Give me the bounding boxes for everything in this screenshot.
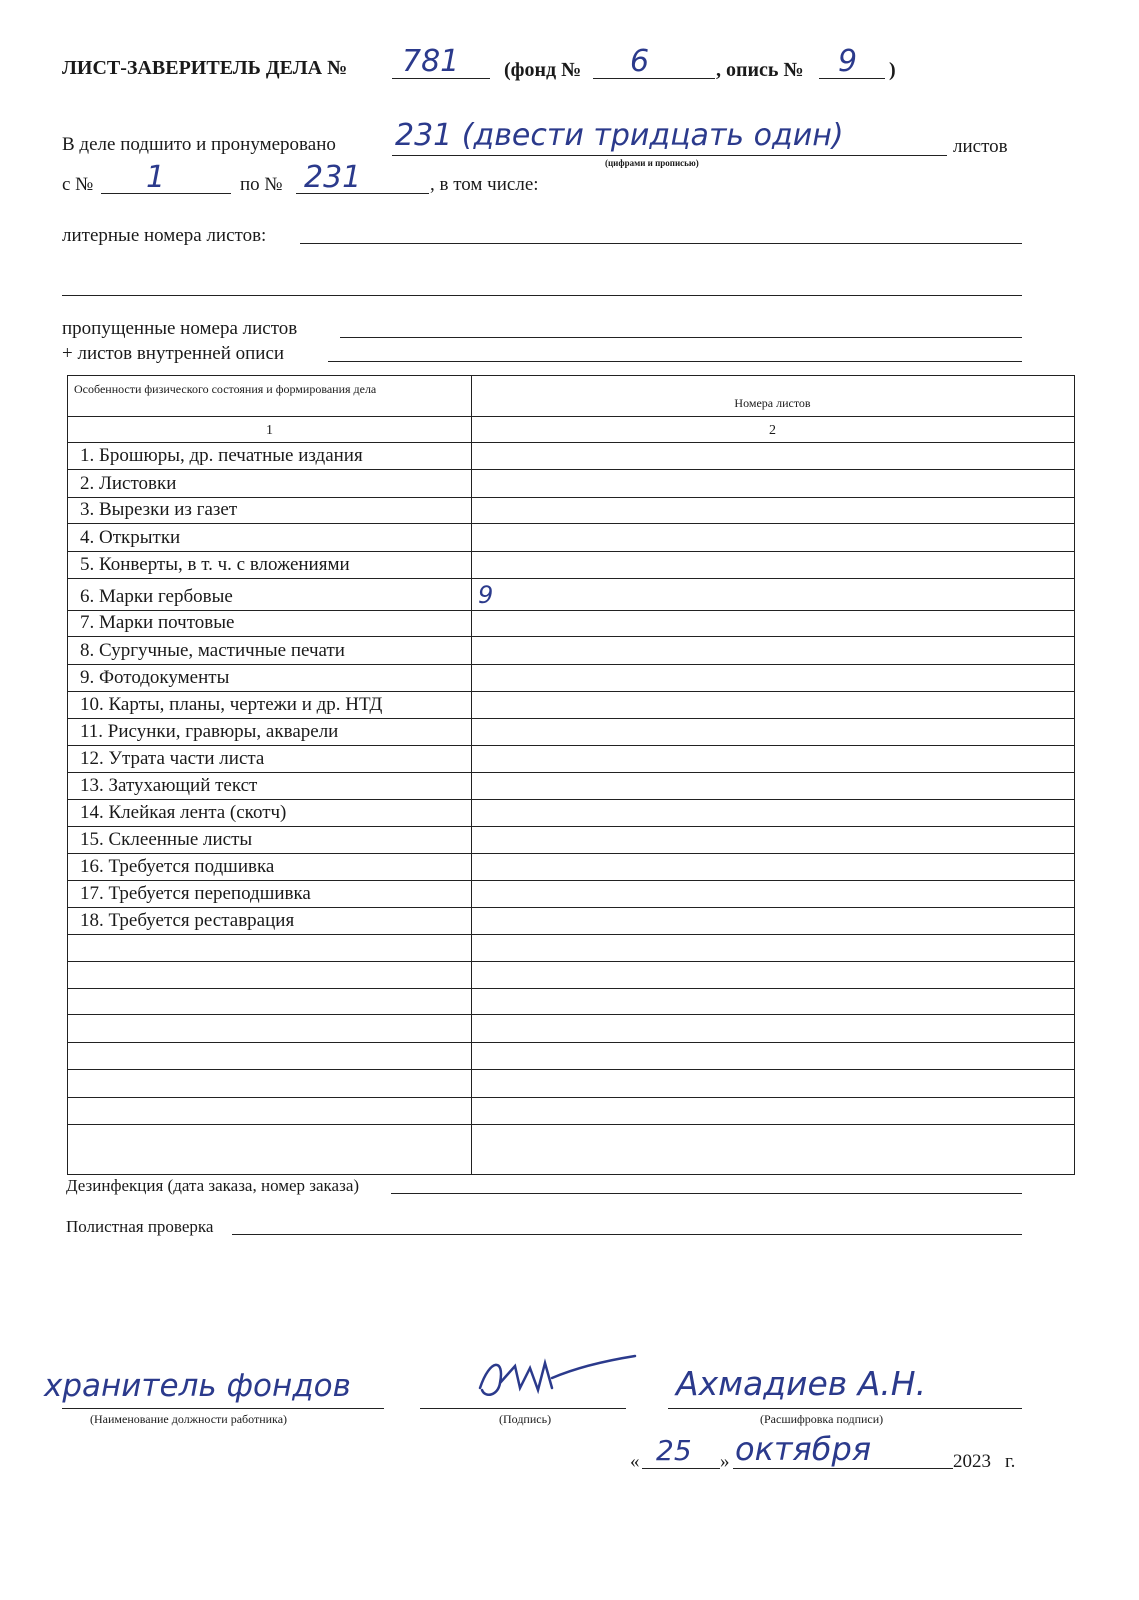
table-row-divider — [68, 691, 1074, 692]
date-year: 2023 — [953, 1451, 991, 1472]
table-row-label: 13. Затухающий текст — [80, 775, 258, 796]
date-month-line — [733, 1468, 953, 1469]
table-empty-row-divider — [68, 961, 1074, 962]
name-line — [668, 1408, 1022, 1409]
table-row-label: 9. Фотодокументы — [80, 667, 230, 688]
table-row-divider — [68, 745, 1074, 746]
disinfection-label: Дезинфекция (дата заказа, номер заказа) — [66, 1176, 360, 1195]
table-row-label: 6. Марки гербовые — [80, 586, 233, 607]
table-row-divider — [68, 880, 1074, 881]
table-row-label: 10. Карты, планы, чертежи и др. НТД — [80, 694, 383, 715]
to-value: 231 — [304, 160, 362, 195]
table-empty-row-divider — [68, 988, 1074, 989]
table-row-label: 11. Рисунки, гравюры, акварели — [80, 721, 339, 742]
table-row-divider — [68, 934, 1074, 935]
table-row-divider — [68, 578, 1074, 579]
table-row-label: 16. Требуется подшивка — [80, 856, 275, 877]
sheets-intro: В деле подшито и пронумеровано — [62, 134, 336, 155]
name-handwritten: Ахмадиев А.Н. — [676, 1364, 927, 1403]
table-row-divider — [68, 469, 1074, 470]
table-row-divider — [68, 442, 1074, 443]
table-col1-number: 1 — [266, 423, 273, 438]
to-label: по № — [240, 174, 283, 195]
date-day: 25 — [656, 1434, 692, 1467]
internal-inventory-label: + листов внутренней описи — [62, 343, 285, 364]
from-value: 1 — [146, 160, 166, 195]
disinfection-line — [391, 1193, 1022, 1194]
opis-number: 9 — [838, 44, 858, 79]
table-row-label: 17. Требуется переподшивка — [80, 883, 311, 904]
table-row-label: 14. Клейкая лента (скотч) — [80, 802, 287, 823]
table-row-divider — [68, 826, 1074, 827]
table-row-label: 3. Вырезки из газет — [80, 499, 238, 520]
page-check-line — [232, 1234, 1022, 1235]
signature-line — [420, 1408, 626, 1409]
table-empty-row-divider — [68, 1124, 1074, 1125]
title: ЛИСТ-ЗАВЕРИТЕЛЬ ДЕЛА № — [62, 57, 348, 79]
from-label: с № — [62, 174, 94, 195]
case-number: 781 — [402, 44, 460, 79]
table-row-divider — [68, 497, 1074, 498]
page-check-label: Полистная проверка — [66, 1217, 214, 1236]
date-quote-open: « — [630, 1451, 640, 1472]
table-row-label: 12. Утрата части листа — [80, 748, 265, 769]
date-year-suffix: г. — [1005, 1451, 1016, 1472]
sheets-count-handwritten: 231 (двести тридцать один) — [395, 118, 844, 153]
date-quote-close: » — [720, 1451, 730, 1472]
position-caption: (Наименование должности работника) — [90, 1412, 288, 1426]
table-row-label: 7. Марки почтовые — [80, 612, 235, 633]
position-handwritten: хранитель фондов — [44, 1368, 351, 1404]
table-row-label: 8. Сургучные, мастичные печати — [80, 640, 345, 661]
table-row-label: 1. Брошюры, др. печатные издания — [80, 445, 363, 466]
date-month: октября — [735, 1430, 872, 1468]
title-close-paren: ) — [889, 59, 896, 81]
table-row-value: 9 — [478, 581, 494, 609]
table-column-divider — [471, 376, 472, 1174]
features-table — [67, 375, 1075, 1175]
including-label: , в том числе: — [430, 174, 539, 195]
opis-label: , опись № — [716, 59, 804, 81]
literal-numbers-label: литерные номера листов: — [62, 225, 267, 246]
table-header-col1: Особенности физического состояния и формирования дела — [74, 382, 377, 396]
table-empty-row-divider — [68, 1042, 1074, 1043]
table-row-divider — [68, 907, 1074, 908]
table-row-label: 5. Конверты, в т. ч. с вложениями — [80, 554, 350, 575]
table-row-divider — [68, 664, 1074, 665]
sheets-unit: листов — [953, 136, 1008, 157]
table-col2-number: 2 — [769, 423, 776, 438]
table-empty-row-divider — [68, 1014, 1074, 1015]
table-row-divider — [68, 718, 1074, 719]
table-row-label: 18. Требуется реставрация — [80, 910, 295, 931]
from-line — [101, 193, 231, 194]
table-empty-row-divider — [68, 1097, 1074, 1098]
sheets-count-line — [392, 155, 947, 156]
table-row-label: 15. Склеенные листы — [80, 829, 253, 850]
table-row-label: 2. Листовки — [80, 473, 177, 494]
date-day-line — [642, 1468, 720, 1469]
signature-image — [470, 1348, 640, 1408]
fond-line — [593, 78, 715, 79]
fond-label: (фонд № — [504, 59, 582, 81]
missing-numbers-label: пропущенные номера листов — [62, 318, 298, 339]
name-caption: (Расшифровка подписи) — [760, 1412, 884, 1426]
table-row-divider — [68, 551, 1074, 552]
table-header-divider — [68, 416, 1074, 417]
table-empty-row-divider — [68, 1069, 1074, 1070]
fond-number: 6 — [630, 44, 650, 79]
table-row-divider — [68, 636, 1074, 637]
position-line — [62, 1408, 384, 1409]
internal-inventory-line — [328, 361, 1022, 362]
table-header-col2: Номера листов — [734, 396, 811, 410]
table-row-divider — [68, 799, 1074, 800]
table-row-label: 4. Открытки — [80, 527, 181, 548]
table-row-divider — [68, 610, 1074, 611]
sheets-hint: (цифрами и прописью) — [605, 158, 699, 168]
table-row-divider — [68, 523, 1074, 524]
literal-numbers-line — [300, 243, 1022, 244]
literal-numbers-line-2 — [62, 295, 1022, 296]
table-row-divider — [68, 772, 1074, 773]
signature-caption: (Подпись) — [499, 1412, 552, 1426]
table-row-divider — [68, 853, 1074, 854]
missing-numbers-line — [340, 337, 1022, 338]
